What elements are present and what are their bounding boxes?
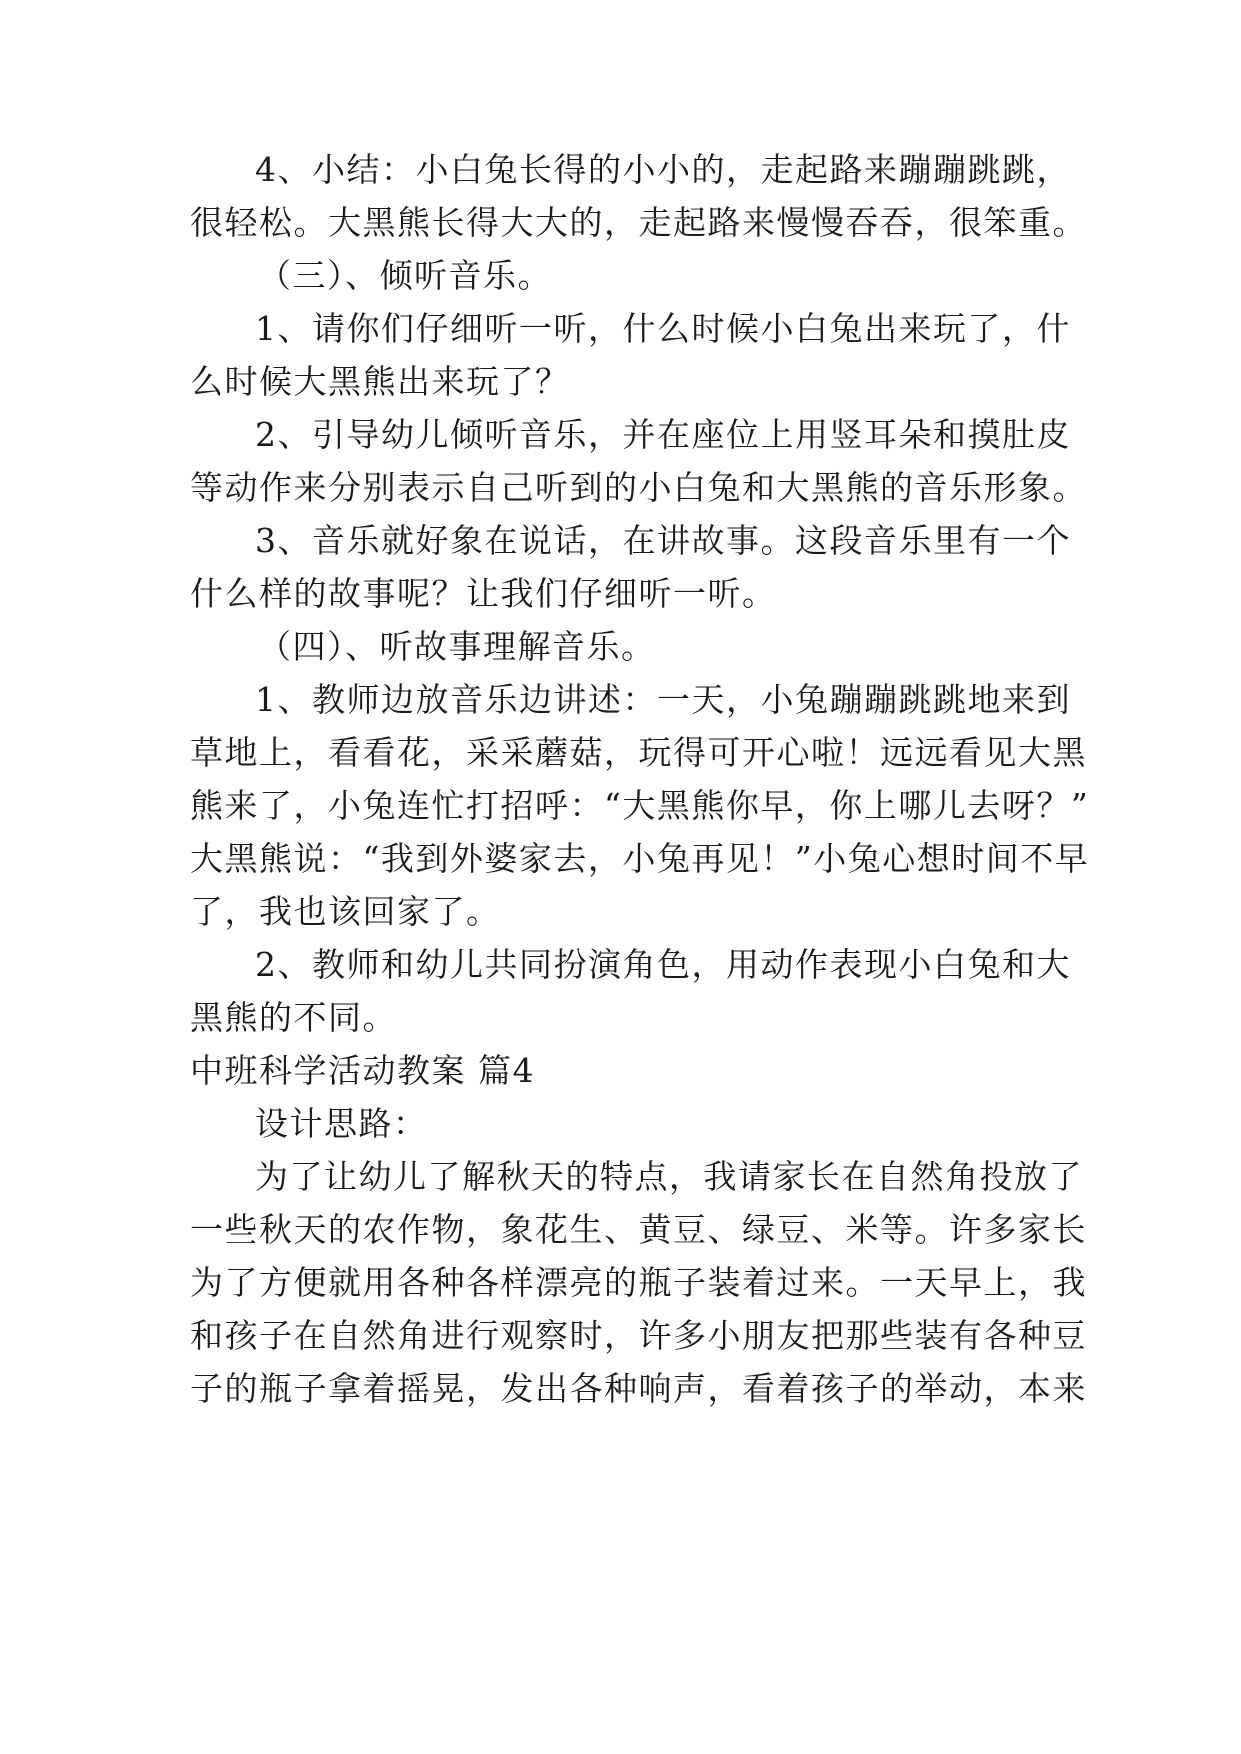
paragraph-line: 子的瓶子拿着摇晃，发出各种响声，看着孩子的举动，本来 [190, 1369, 1087, 1408]
paragraph-line: 一些秋天的农作物，象花生、黄豆、绿豆、米等。许多家长 [190, 1210, 1087, 1249]
paragraph-line: 为了方便就用各种各样漂亮的瓶子装着过来。一天早上，我 [190, 1263, 1087, 1302]
paragraph-line: 很轻松。大黑熊长得大大的，走起路来慢慢吞吞，很笨重。 [190, 203, 1087, 242]
paragraph-line: 熊来了，小兔连忙打招呼：“大黑熊你早，你上哪儿去呀？” [190, 786, 1090, 825]
section-heading: （三）、倾听音乐。 [258, 256, 552, 295]
paragraph-line: 3、音乐就好象在说话，在讲故事。这段音乐里有一个 [255, 521, 1071, 560]
paragraph-line: 黑熊的不同。 [190, 998, 397, 1037]
paragraph-line: 么时候大黑熊出来玩了？ [190, 362, 570, 401]
section-heading: （四）、听故事理解音乐。 [258, 627, 656, 666]
paragraph-line: 为了让幼儿了解秋天的特点，我请家长在自然角投放了 [255, 1157, 1083, 1196]
paragraph-line: 1、请你们仔细听一听，什么时候小白兔出来玩了，什 [255, 309, 1071, 348]
paragraph-line: 和孩子在自然角进行观察时，许多小朋友把那些装有各种豆 [190, 1316, 1087, 1355]
paragraph-line: 大黑熊说：“我到外婆家去，小兔再见！”小兔心想时间不早 [190, 839, 1090, 878]
paragraph-line: 什么样的故事呢？让我们仔细听一听。 [190, 574, 777, 613]
article-title: 中班科学活动教案 篇4 [190, 1051, 535, 1090]
paragraph-line: 草地上，看看花，采采蘑菇，玩得可开心啦！远远看见大黑 [190, 733, 1087, 772]
section-heading: 设计思路： [255, 1104, 428, 1143]
paragraph-line: 了，我也该回家了。 [190, 892, 501, 931]
paragraph-line: 4、小结：小白兔长得的小小的，走起路来蹦蹦跳跳， [255, 150, 1071, 189]
paragraph-line: 等动作来分别表示自己听到的小白兔和大黑熊的音乐形象。 [190, 468, 1087, 507]
paragraph-line: 1、教师边放音乐边讲述：一天，小兔蹦蹦跳跳地来到 [255, 680, 1071, 719]
paragraph-line: 2、引导幼儿倾听音乐，并在座位上用竖耳朵和摸肚皮 [255, 415, 1071, 454]
paragraph-line: 2、教师和幼儿共同扮演角色，用动作表现小白兔和大 [255, 945, 1071, 984]
